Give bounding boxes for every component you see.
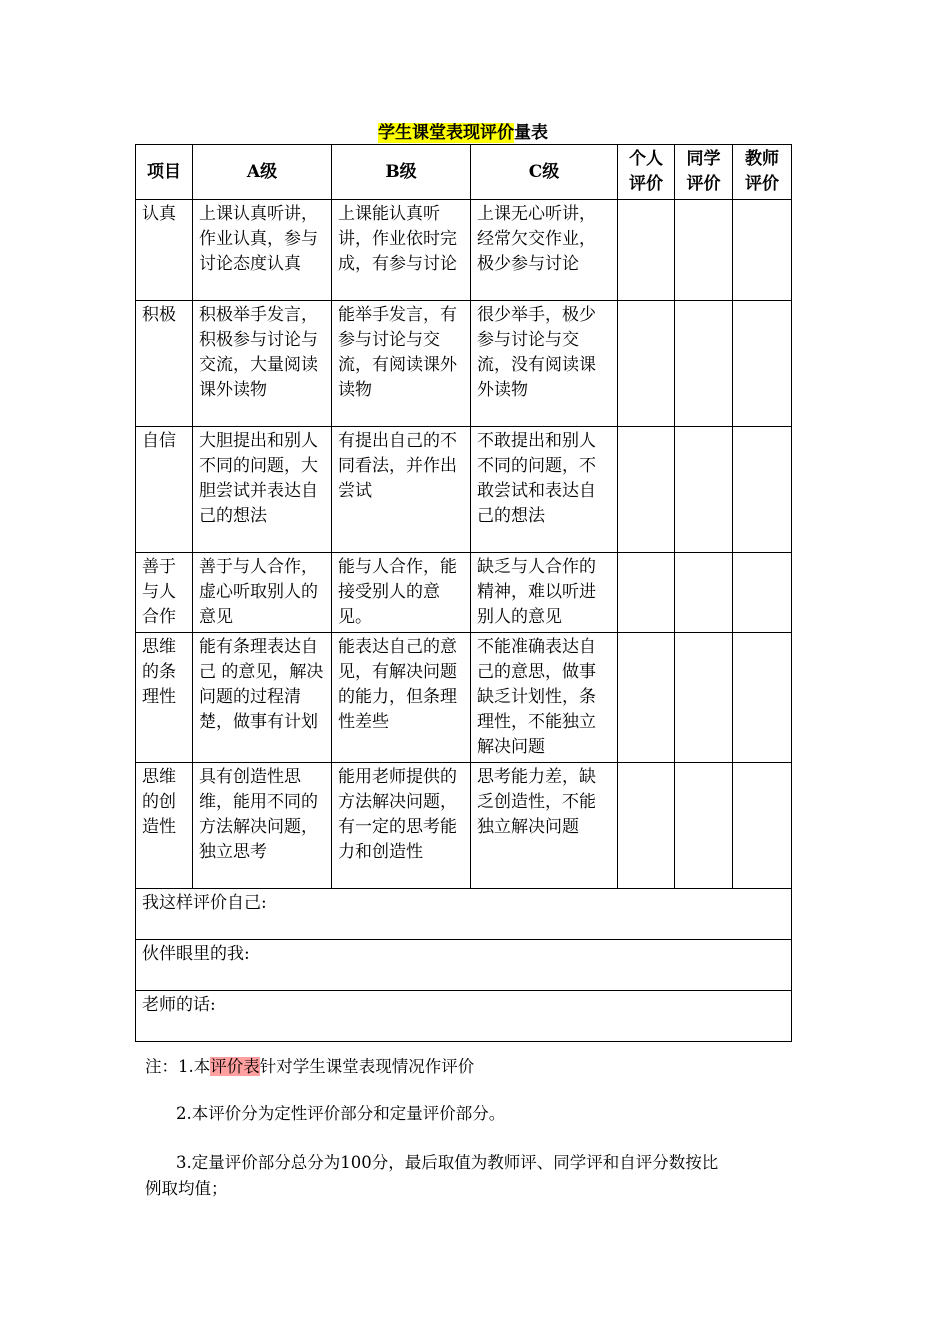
note-1 xyxy=(145,1054,825,1080)
header-item: 项目 xyxy=(136,145,193,200)
grade-a-cell: 能有条理表达自己 的意见，解决问题的过程清楚，做事有计划 xyxy=(193,633,332,763)
row-item-label: 认真 xyxy=(136,200,193,301)
row-item-label: 思维的创造性 xyxy=(136,763,193,889)
peer-eval-cell[interactable] xyxy=(675,763,733,889)
note-1-suffix: 针对学生课堂表现情况作评价 xyxy=(259,1057,475,1076)
row-item-label: 思维的条理性 xyxy=(136,633,193,763)
note-3 xyxy=(145,1150,825,1202)
grade-a-cell: 上课认真听讲，作业认真，参与讨论态度认真 xyxy=(193,200,332,301)
self-eval-cell[interactable] xyxy=(618,553,675,633)
grade-a-cell: 大胆提出和别人不同的问题，大胆尝试并表达自己的想法 xyxy=(193,427,332,553)
comment-row-self xyxy=(136,889,792,940)
peer-eval-cell[interactable] xyxy=(675,553,733,633)
grade-c-cell: 不敢提出和别人不同的问题，不敢尝试和表达自己的想法 xyxy=(471,427,618,553)
row-item-label: 积极 xyxy=(136,301,193,427)
teacher-eval-cell[interactable] xyxy=(733,553,792,633)
table-row xyxy=(136,427,792,553)
peer-eval-cell[interactable] xyxy=(675,301,733,427)
grade-b-cell: 能举手发言，有参与讨论与交流，有阅读课外读物 xyxy=(332,301,471,427)
row-item-label: 自信 xyxy=(136,427,193,553)
teacher-eval-cell[interactable] xyxy=(733,427,792,553)
header-self-eval: 个人评价 xyxy=(618,145,675,200)
header-grade-b: B级 xyxy=(332,145,471,200)
grade-b-cell: 能与人合作，能接受别人的意见。 xyxy=(332,553,471,633)
grade-b-cell: 能用老师提供的方法解决问题，有一定的思考能力和创造性 xyxy=(332,763,471,889)
self-eval-cell[interactable] xyxy=(618,633,675,763)
table-row xyxy=(136,633,792,763)
teacher-comment-field[interactable]: 老师的话: xyxy=(136,991,792,1042)
teacher-eval-cell[interactable] xyxy=(733,633,792,763)
grade-b-cell: 有提出自己的不同看法，并作出尝试 xyxy=(332,427,471,553)
teacher-eval-cell[interactable] xyxy=(733,301,792,427)
grade-b-cell: 上课能认真听讲，作业依时完成，有参与讨论 xyxy=(332,200,471,301)
grade-a-cell: 善于与人合作，虚心听取别人的意见 xyxy=(193,553,332,633)
grade-b-cell: 能表达自己的意见，有解决问题的能力，但条理性差些 xyxy=(332,633,471,763)
comment-row-teacher xyxy=(136,991,792,1042)
header-row xyxy=(136,145,792,200)
table-row xyxy=(136,200,792,301)
peer-eval-cell[interactable] xyxy=(675,427,733,553)
row-item-label: 善于与人合作 xyxy=(136,553,193,633)
self-comment-field[interactable]: 我这样评价自己: xyxy=(136,889,792,940)
title-text: 量表 xyxy=(514,123,548,143)
self-eval-cell[interactable] xyxy=(618,301,675,427)
grade-c-cell: 不能准确表达自己的意思，做事缺乏计划性，条理性，不能独立解决问题 xyxy=(471,633,618,763)
note-3-line-2: 例取均值； xyxy=(145,1179,228,1198)
header-peer-eval: 同学评价 xyxy=(675,145,733,200)
note-1-highlight: 评价表 xyxy=(210,1057,260,1076)
comment-row-peer xyxy=(136,940,792,991)
self-eval-cell[interactable] xyxy=(618,427,675,553)
table-row xyxy=(136,763,792,889)
header-grade-a: A级 xyxy=(193,145,332,200)
note-3-line-1: 3.定量评价部分总分为100分，最后取值为教师评、同学评和自评分数按比 xyxy=(176,1153,719,1172)
table-title xyxy=(135,122,791,144)
header-grade-c: C级 xyxy=(471,145,618,200)
table-row xyxy=(136,553,792,633)
self-eval-cell[interactable] xyxy=(618,763,675,889)
table-row xyxy=(136,301,792,427)
title-highlighted-text: 学生课堂表现评价 xyxy=(378,123,514,143)
header-teacher-eval: 教师评价 xyxy=(733,145,792,200)
grade-a-cell: 积极举手发言，积极参与讨论与交流，大量阅读课外读物 xyxy=(193,301,332,427)
note-2: 2.本评价分为定性评价部分和定量评价部分。 xyxy=(176,1104,506,1123)
self-eval-cell[interactable] xyxy=(618,200,675,301)
grade-c-cell: 缺乏与人合作的精神，难以听进别人的意见 xyxy=(471,553,618,633)
note-1-prefix: 注：1.本 xyxy=(145,1057,211,1076)
evaluation-table xyxy=(135,144,792,1042)
grade-c-cell: 很少举手，极少参与讨论与交流，没有阅读课外读物 xyxy=(471,301,618,427)
peer-eval-cell[interactable] xyxy=(675,200,733,301)
teacher-eval-cell[interactable] xyxy=(733,763,792,889)
grade-c-cell: 上课无心听讲，经常欠交作业，极少参与讨论 xyxy=(471,200,618,301)
peer-comment-field[interactable]: 伙伴眼里的我: xyxy=(136,940,792,991)
peer-eval-cell[interactable] xyxy=(675,633,733,763)
grade-a-cell: 具有创造性思维，能用不同的方法解决问题，独立思考 xyxy=(193,763,332,889)
grade-c-cell: 思考能力差，缺乏创造性，不能独立解决问题 xyxy=(471,763,618,889)
teacher-eval-cell[interactable] xyxy=(733,200,792,301)
